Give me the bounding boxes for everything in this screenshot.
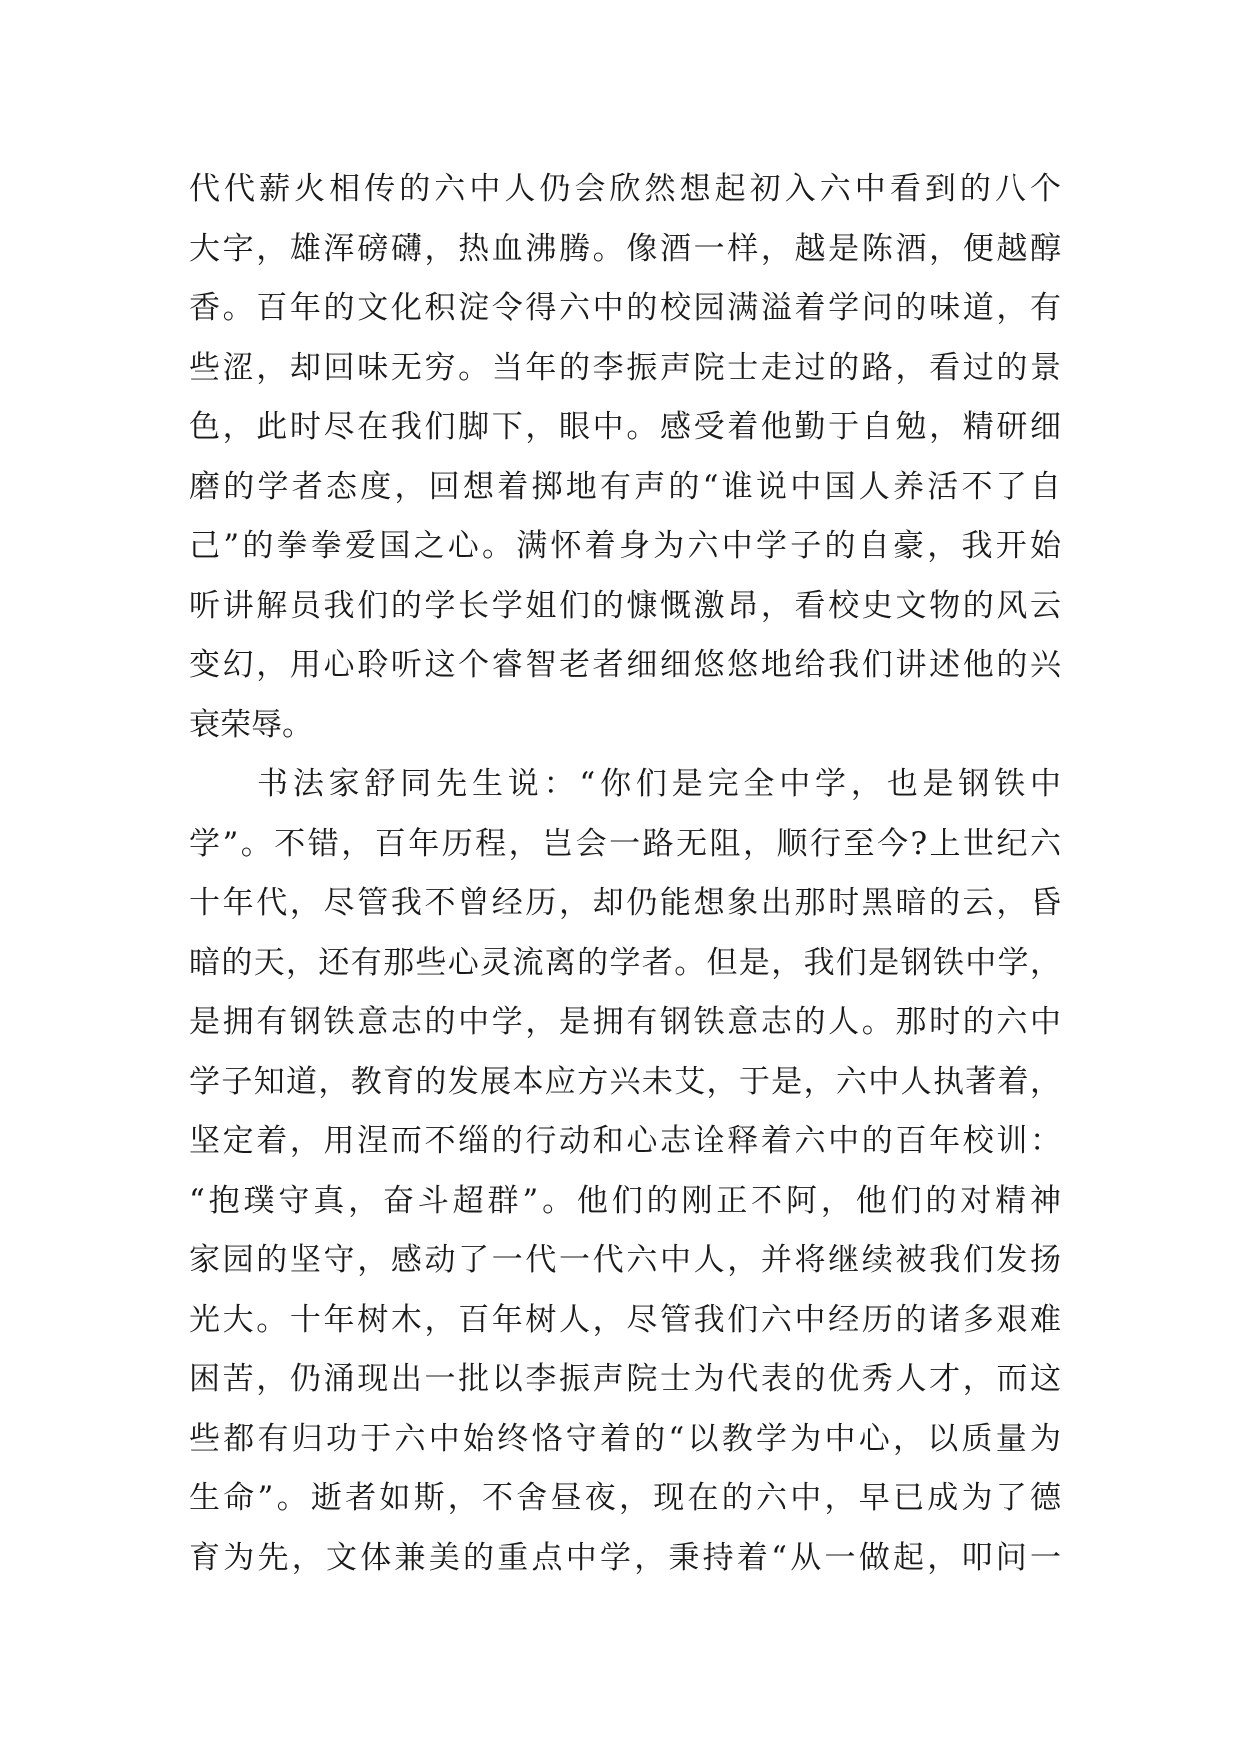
text-line: 香。百年的文化积淀令得六中的校园满溢着学问的味道，有 bbox=[189, 290, 1061, 326]
text-line: 困苦，仍涌现出一批以李振声院士为代表的优秀人才，而这 bbox=[189, 1361, 1061, 1397]
text-line: 家园的坚守，感动了一代一代六中人，并将继续被我们发扬 bbox=[189, 1242, 1061, 1278]
text-line: 变幻，用心聆听这个睿智老者细细悠悠地给我们讲述他的兴 bbox=[189, 647, 1061, 683]
text-line: 育为先，文体兼美的重点中学，秉持着“从一做起，叩问一 bbox=[189, 1539, 1061, 1576]
text-line: 代代薪火相传的六中人仍会欣然想起初入六中看到的八个 bbox=[189, 171, 1061, 207]
text-line: 大字，雄浑磅礴，热血沸腾。像酒一样，越是陈酒，便越醇 bbox=[189, 230, 1061, 267]
paragraph-1 bbox=[189, 160, 1061, 755]
paragraph-2 bbox=[189, 755, 1061, 1588]
text-line: 暗的天，还有那些心灵流离的学者。但是，我们是钢铁中学， bbox=[189, 944, 1061, 981]
text-line: 十年代，尽管我不曾经历，却仍能想象出那时黑暗的云，昏 bbox=[189, 885, 1061, 921]
text-line: 书法家舒同先生说：“你们是完全中学，也是钢铁中 bbox=[257, 766, 1061, 802]
text-line: 生命”。逝者如斯，不舍昼夜，现在的六中，早已成为了德 bbox=[189, 1480, 1061, 1516]
text-line: 光大。十年树木，百年树人，尽管我们六中经历的诸多艰难 bbox=[189, 1301, 1061, 1338]
text-line: 学子知道，教育的发展本应方兴未艾，于是，六中人执著着， bbox=[189, 1063, 1061, 1100]
body-text bbox=[189, 160, 1061, 1588]
text-line: 些都有归功于六中始终恪守着的“以教学为中心，以质量为 bbox=[189, 1420, 1061, 1457]
text-line: 是拥有钢铁意志的中学，是拥有钢铁意志的人。那时的六中 bbox=[189, 1004, 1061, 1040]
text-line: “抱璞守真，奋斗超群”。他们的刚正不阿，他们的对精神 bbox=[189, 1182, 1061, 1219]
text-line: 学”。不错，百年历程，岂会一路无阻，顺行至今?上世纪六 bbox=[189, 825, 1061, 862]
text-line: 听讲解员我们的学长学姐们的慷慨激昂，看校史文物的风云 bbox=[189, 587, 1061, 624]
text-line: 磨的学者态度，回想着掷地有声的“谁说中国人养活不了自 bbox=[189, 468, 1061, 505]
text-line: 色，此时尽在我们脚下，眼中。感受着他勤于自勉，精研细 bbox=[189, 409, 1061, 445]
text-line: 些涩，却回味无穷。当年的李振声院士走过的路，看过的景 bbox=[189, 349, 1061, 386]
text-line: 己”的拳拳爱国之心。满怀着身为六中学子的自豪，我开始 bbox=[189, 528, 1061, 564]
text-line: 坚定着，用涅而不缁的行动和心志诠释着六中的百年校训： bbox=[189, 1123, 1061, 1159]
text-line: 衰荣辱。 bbox=[189, 706, 313, 743]
